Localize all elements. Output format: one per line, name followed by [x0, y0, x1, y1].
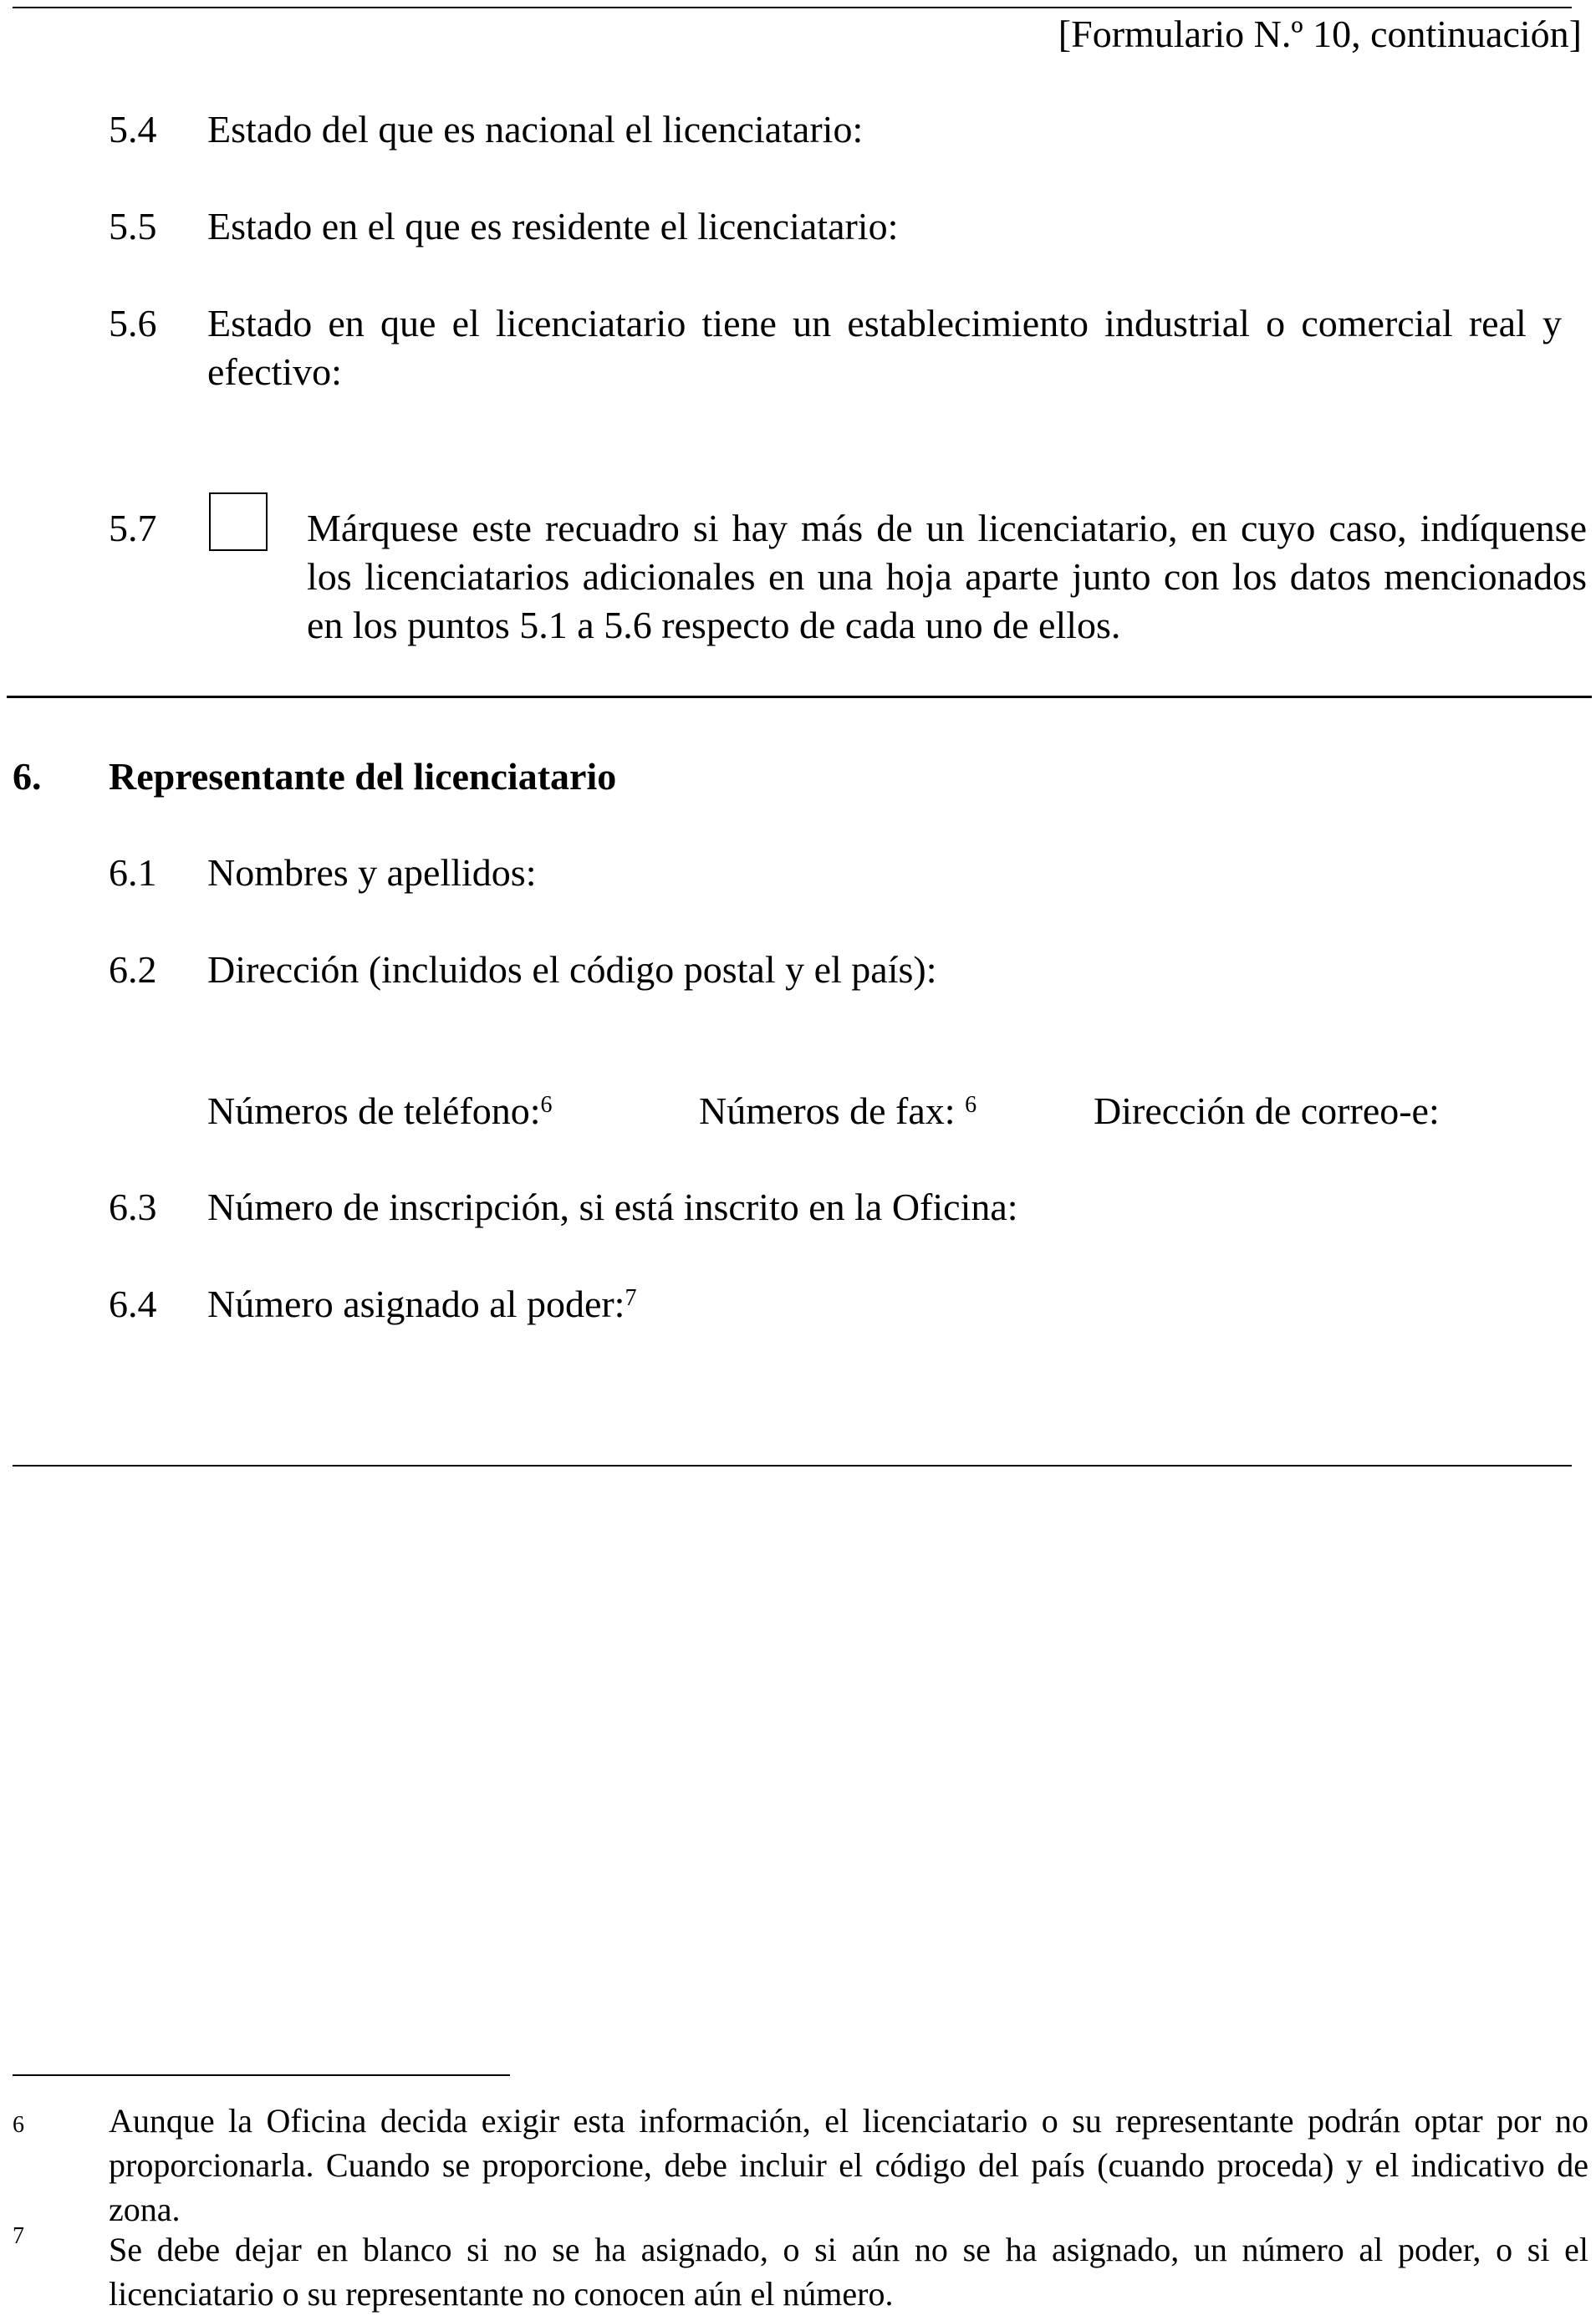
- footnote-number: 7: [13, 2223, 24, 2249]
- multiple-licensees-checkbox[interactable]: [209, 492, 268, 551]
- footnote-text: Aunque la Oficina decida exigir esta información, el licenciatario o su representante podrán optar por no proporcionarla. Cuando se proporcione, debe incluir el código del país (cuando proceda) y el indicativo de zona.: [109, 2102, 1588, 2228]
- item-number: 5.5: [109, 205, 157, 247]
- item-number: 6.2: [109, 948, 157, 991]
- item-number: 5.6: [109, 302, 157, 344]
- item-number: 6.1: [109, 851, 157, 894]
- item-label: Estado en que el licenciatario tiene un establecimiento industrial o comercial real y efectivo:: [207, 302, 1562, 393]
- footnote-text: Se debe dejar en blanco si no se ha asignado, o si aún no se ha asignado, un número al poder, o si el licenciatario o su representante no conocen aún el número.: [109, 2231, 1588, 2313]
- item-number: 6.3: [109, 1186, 157, 1228]
- item-label: Número de inscripción, si está inscrito en la Oficina:: [207, 1186, 1018, 1228]
- item-number: 5.4: [109, 108, 157, 150]
- section-title: Representante del licenciatario: [109, 755, 617, 798]
- top-rule: [13, 7, 1572, 8]
- email-label: Dirección de correo-e:: [1094, 1089, 1440, 1132]
- item-label: Dirección (incluidos el código postal y el país):: [207, 948, 937, 991]
- form-continuation-header: [Formulario N.º 10, continuación]: [1058, 13, 1582, 55]
- item-label: Estado en el que es residente el licenciatario:: [207, 205, 899, 247]
- footnote-number: 6: [13, 2112, 24, 2138]
- item-label: Nombres y apellidos:: [207, 851, 537, 894]
- item-number: 5.7: [109, 507, 157, 549]
- section-number: 6.: [13, 755, 42, 798]
- section-divider: [7, 696, 1592, 698]
- item-label: Estado del que es nacional el licenciatario:: [207, 108, 864, 150]
- footnote-ref: 6: [540, 1092, 553, 1118]
- footnote-separator: [13, 2074, 510, 2076]
- fax-label: Números de fax: $^6$: [699, 1089, 977, 1132]
- item-label: Márquese este recuadro si hay más de un licenciatario, en cuyo caso, indíquense los licenciatarios adicionales en una hoja aparte junto con los datos mencionados en los puntos 5.1 a 5.6 respecto de cada uno de ellos.: [307, 507, 1587, 646]
- bottom-rule: [13, 1465, 1572, 1467]
- item-label: Número asignado al poder:$^7$: [207, 1283, 637, 1325]
- item-number: 6.4: [109, 1283, 157, 1325]
- phone-label: Números de teléfono:$^6$: [207, 1089, 553, 1132]
- footnote-ref: 6: [965, 1092, 977, 1118]
- footnote-ref: 7: [625, 1285, 637, 1311]
